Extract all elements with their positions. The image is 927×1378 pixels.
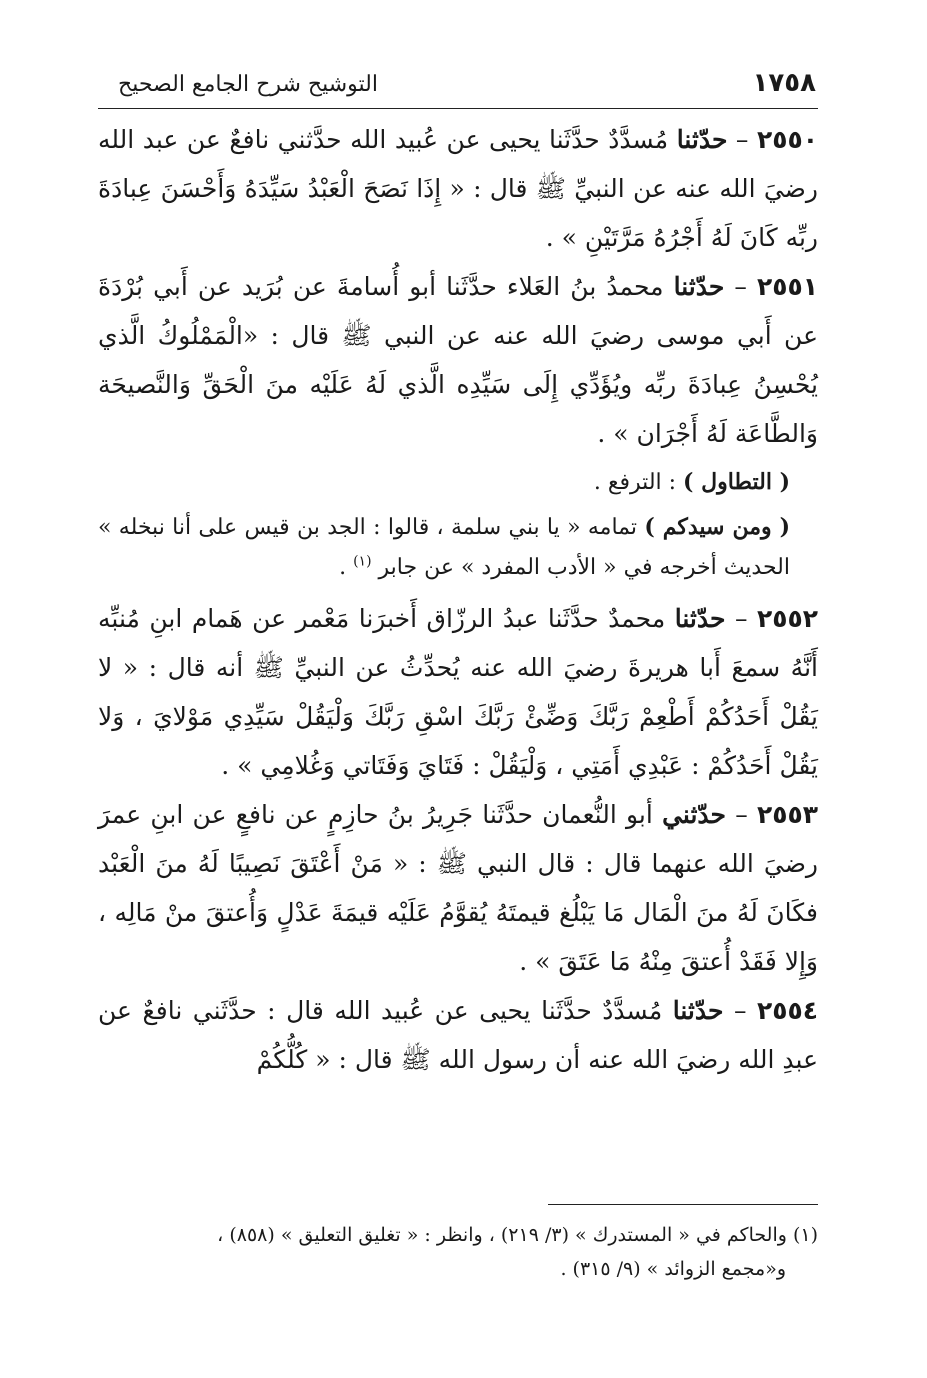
running-title: التوشيح شرح الجامع الصحيح xyxy=(118,72,378,97)
commentary-term: ( التطاول ) xyxy=(683,469,790,495)
hadith-number: ٢٥٥٤ xyxy=(756,996,818,1025)
hadith-number: ٢٥٥١ xyxy=(756,272,818,301)
hadith-number: ٢٥٥٢ xyxy=(756,604,818,633)
hadith-lead: حدّثني xyxy=(662,800,726,829)
hadith-number: ٢٥٥٣ xyxy=(756,800,818,829)
hadith-lead: حدّثنا xyxy=(676,125,728,154)
footnote-line: و«مجمع الزوائد » (٩/ ٣١٥) . xyxy=(560,1258,786,1280)
footnotes xyxy=(98,1218,818,1286)
commentary-text: : الترفع . xyxy=(593,470,677,495)
commentary-text: تمامه « يا بني سلمة ، قالوا : الجد بن قيس على أنا نبخله » الحديث أخرجه في « الأدب المفرد » عن جابر xyxy=(98,515,790,580)
hadith-2553: ٢٥٥٣ – حدّثني أبو النُّعمان حدَّثَنا جَرِيرُ بنُ حازِمٍ عن نافعٍ عن ابنِ عمرَ رضيَ الله عنهما قال : قال النبي ﷺ : « مَنْ أَعْتَقَ نَصِيبًا لَهُ منَ الْعَبْد فكَانَ لَهُ منَ الْمَال مَا يَبْلُغ قيمتَهُ يُقوَّمُ عَلَيْه قيمَةَ عَدْلٍ وَأُعتقَ منْ مَالِه ، وَإِلا فَقَدْ أُعتقَ مِنْهُ مَا عَتَقَ » . xyxy=(98,800,818,976)
footnote-divider xyxy=(548,1204,818,1205)
hadith-lead: حدّثنا xyxy=(672,996,724,1025)
hadith-text: أبو النُّعمان حدَّثَنا جَرِيرُ بنُ حازِمٍ عن نافعٍ عن ابنِ عمرَ رضيَ الله عنهما قال : قال النبي ﷺ : « مَنْ أَعْتَقَ نَصِيبًا لَهُ منَ الْعَبْد فكَانَ لَهُ منَ الْمَال مَا يَبْلُغ قيمتَهُ يُقوَّمُ عَلَيْه قيمَةَ عَدْلٍ وَأُعتقَ منْ مَالِه ، وَإِلا فَقَدْ أُعتقَ مِنْهُ مَا عَتَقَ » . xyxy=(98,800,818,976)
document-page xyxy=(98,58,818,1318)
commentary-tatawul xyxy=(98,462,818,503)
hadith-text: محمدُ بنُ العَلاء حدَّثَنا أبو أُسامةَ عن بُرَيد عن أَبي بُرْدَةَ عن أَبي موسى رضيَ الله عنه عن النبي ﷺ قال : «الْمَمْلُوكُ الَّذي يُحْسِنُ عِبادَةَ ربِّه ويُؤَدِّي إِلَى سَيِّدِه الَّذي لَهُ عَلَيْه منَ الْحَقِّ وَالنَّصيحَة وَالطَّاعَة لَهُ أَجْرَان » . xyxy=(98,272,818,448)
commentary-term: ( ومن سيدكم ) xyxy=(644,514,791,540)
commentary-end: . xyxy=(339,555,347,580)
hadith-text: مُسدَّدٌ حدَّثَنا يحيى عن عُبيد الله قال : حدَّثَني نافعٌ عن عبدِ الله رضيَ الله عنه أن رسول الله ﷺ قال : « كُلُّكُمْ xyxy=(98,996,818,1074)
hadith-number: ٢٥٥٠ xyxy=(756,125,818,154)
hadith-2551: ٢٥٥١ – حدّثنا محمدُ بنُ العَلاء حدَّثَنا أبو أُسامةَ عن بُرَيد عن أَبي بُرْدَةَ عن أَبي موسى رضيَ الله عنه عن النبي ﷺ قال : «الْمَمْلُوكُ الَّذي يُحْسِنُ عِبادَةَ ربِّه ويُؤَدِّي إِلَى سَيِّدِه الَّذي لَهُ عَلَيْه منَ الْحَقِّ وَالنَّصيحَة وَالطَّاعَة لَهُ أَجْرَان » . xyxy=(98,272,818,448)
hadith-lead: حدّثنا xyxy=(674,604,726,633)
page-header xyxy=(98,58,818,109)
main-text xyxy=(98,115,818,1084)
hadith-text: مُسدَّدٌ حدَّثَنا يحيى عن عُبيد الله حدَّثني نافعٌ عن عبد الله رضيَ الله عنه عن النبيِّ ﷺ قال : « إِذَا نَصَحَ الْعَبْدُ سَيِّدَهُ وَأَحْسَنَ عِبادَةَ ربِّه كَانَ لَهُ أَجْرُهُ مَرَّتَيْنِ » . xyxy=(98,125,818,252)
hadith-2554: ٢٥٥٤ – حدّثنا مُسدَّدٌ حدَّثَنا يحيى عن عُبيد الله قال : حدَّثَني نافعٌ عن عبدِ الله رضيَ الله عنه أن رسول الله ﷺ قال : « كُلُّكُمْ xyxy=(98,996,818,1074)
hadith-2552: ٢٥٥٢ – حدّثنا محمدٌ حدَّثَنا عبدُ الرزّاق أَخبرَنا مَعْمر عن هَمام ابنِ مُنبِّه أَنَّهُ سمعَ أَبا هريرةَ رضيَ الله عنه يُحدِّثُ عن النبيِّ ﷺ أنه قال : « لا يَقُلْ أَحَدُكُمْ أَطْعِمْ رَبَّكَ وَضِّئْ رَبَّكَ اسْقِ رَبَّكَ وَلْيَقُلْ سَيِّدِي مَوْلايَ ، وَلا يَقُلْ أَحَدُكُمْ : عَبْدِي أَمَتِي ، وَلْيَقُلْ : فَتَايَ وَفَتَاتي وَغُلامِي » . xyxy=(98,604,818,780)
footnote-line: (١) والحاكم في « المستدرك » (٣/ ٢١٩) ، وانظر : « تغليق التعليق » (٨٥٨) ، xyxy=(217,1224,818,1246)
hadith-text: محمدٌ حدَّثَنا عبدُ الرزّاق أَخبرَنا مَعْمر عن هَمام ابنِ مُنبِّه أَنَّهُ سمعَ أَبا هريرةَ رضيَ الله عنه يُحدِّثُ عن النبيِّ ﷺ أنه قال : « لا يَقُلْ أَحَدُكُمْ أَطْعِمْ رَبَّكَ وَضِّئْ رَبَّكَ اسْقِ رَبَّكَ وَلْيَقُلْ سَيِّدِي مَوْلايَ ، وَلا يَقُلْ أَحَدُكُمْ : عَبْدِي أَمَتِي ، وَلْيَقُلْ : فَتَايَ وَفَتَاتي وَغُلامِي » . xyxy=(98,604,818,780)
hadith-2550: ٢٥٥٠ – حدّثنا مُسدَّدٌ حدَّثَنا يحيى عن عُبيد الله حدَّثني نافعٌ عن عبد الله رضيَ الله عنه عن النبيِّ ﷺ قال : « إِذَا نَصَحَ الْعَبْدُ سَيِّدَهُ وَأَحْسَنَ عِبادَةَ ربِّه كَانَ لَهُ أَجْرُهُ مَرَّتَيْنِ » . xyxy=(98,125,818,252)
commentary-sayyid xyxy=(98,507,818,588)
footnote-reference: (١) xyxy=(353,553,372,570)
hadith-lead: حدّثنا xyxy=(673,272,725,301)
page-number: ١٧٥٨ xyxy=(752,68,816,98)
